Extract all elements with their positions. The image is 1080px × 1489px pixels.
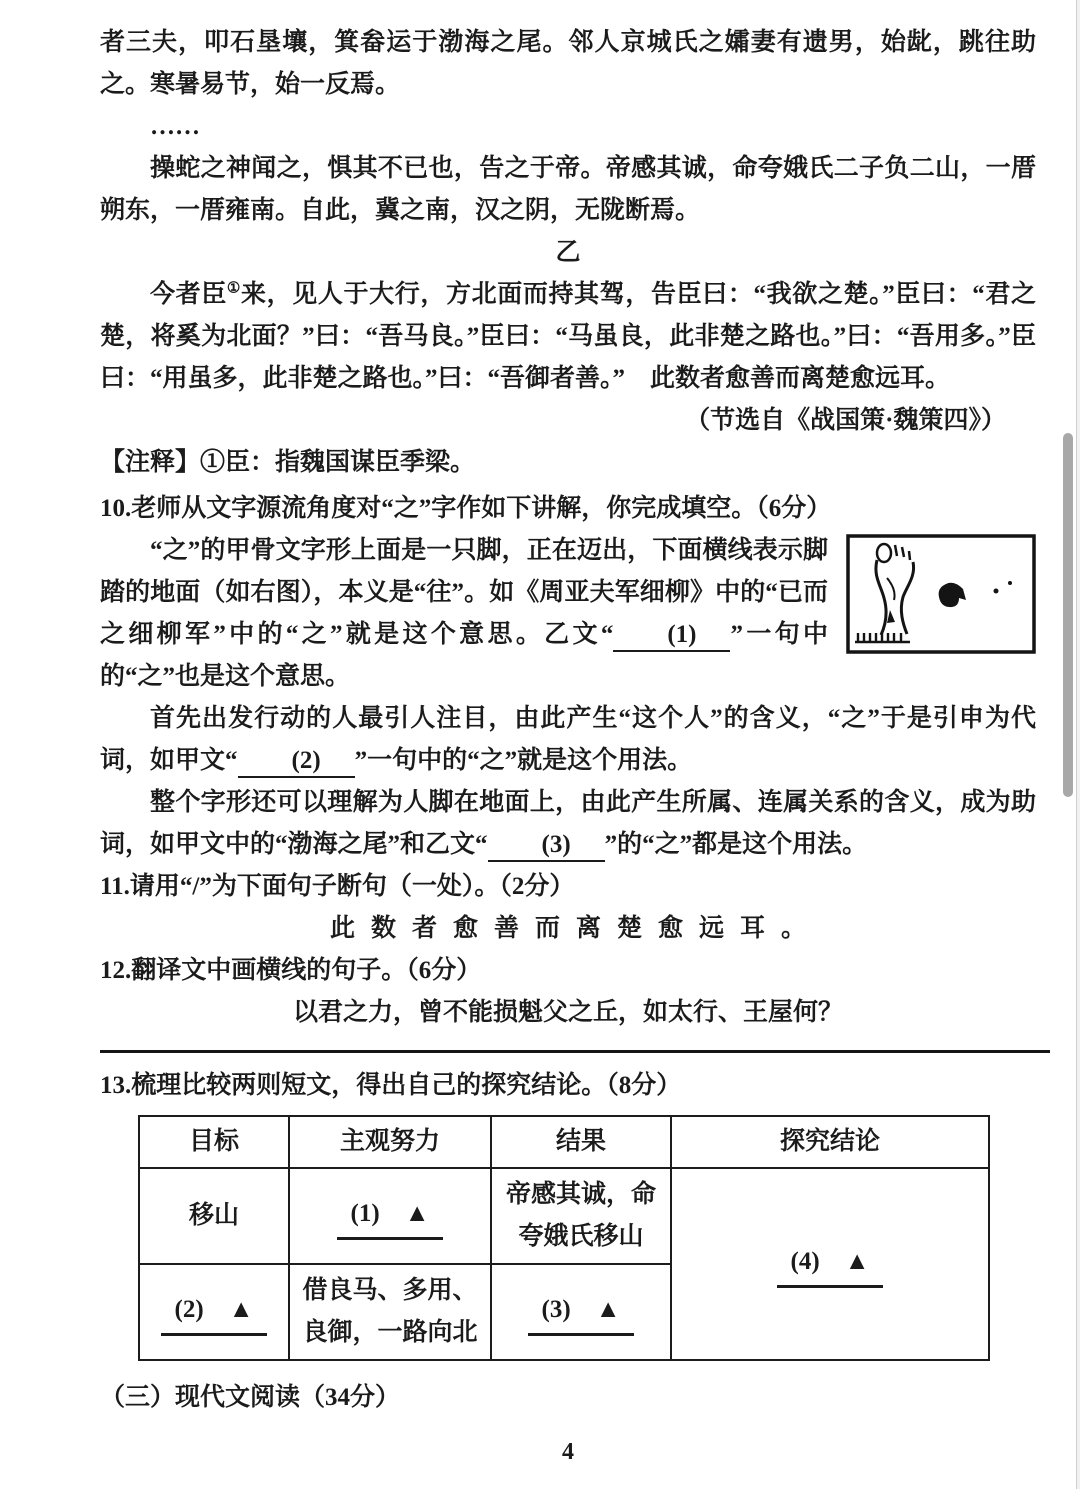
q10-blank-3: (3) [488,831,605,862]
question-10-body [100,530,1036,866]
cell-goal-blank [139,1264,289,1360]
ground-hatch [855,633,910,642]
scrollbar-thumb[interactable] [1063,433,1073,797]
passage-source: （节选自《战国策·魏策四》） [685,407,1006,434]
passage-annotation: 【注释】①臣：指魏国谋臣季梁。 [100,449,476,476]
section-divider [100,1050,1050,1053]
ink-dot-1 [994,589,999,594]
viewer-right-edge [1076,0,1080,1489]
q10-blank-1: (1) [613,621,730,652]
question-13-stem: 13.梳理比较两则短文，得出自己的探究结论。（8分） [100,1072,682,1099]
q10-p1-text-end: ”一句中的“之”也是这个意思。 [100,621,828,690]
table-row [139,1168,989,1264]
q10-p2-text: 首先出发行动的人最引人注目，由此产生“这个人”的含义，“之”于是引申为代词，如甲文“ [100,705,1036,774]
passage-yi-seg1: 今者臣 [150,281,227,308]
cell-conclusion-blank [671,1168,989,1360]
passage-ellipsis: …… [150,113,200,140]
ink-dot-2 [1008,581,1012,585]
question-10-stem: 10.老师从文字源流角度对“之”字作如下讲解，你完成填空。（6分） [100,495,832,522]
table-header-row [139,1116,989,1168]
page-number: 4 [562,1439,574,1465]
blank-2: (2) ▲ [161,1289,268,1336]
q13-table [138,1115,990,1361]
cell-result-1: 帝感其诚，命夸娥氏移山 [491,1168,671,1264]
passage-yi [100,274,1036,400]
blank-1: (1) ▲ [337,1193,444,1240]
question-11-stem: 11.请用“/”为下面句子断句（一处）。（2分） [100,873,575,900]
col-header-conclusion: 探究结论 [671,1116,989,1168]
cell-effort-2: 借良马、多用、良御，一路向北 [289,1264,491,1360]
cell-effort-blank [289,1168,491,1264]
section-3-heading: （三）现代文阅读（34分） [100,1384,401,1411]
q10-blank-2: (2) [238,747,355,778]
passage-jia-continuation: 者三夫，叩石垦壤，箕畚运于渤海之尾。邻人京城氏之孀妻有遗男，始龀，跳往助之。寒暑易节，始一反焉。 [100,29,1036,98]
q10-paragraph-3 [100,782,1036,866]
col-header-result: 结果 [491,1116,671,1168]
passage-yi-label: 乙 [555,239,581,266]
note-reference-1: ① [226,280,241,297]
q10-paragraph-2 [100,698,1036,782]
passage-yi-seg2: 来，见人于大行，方北面而持其驾，告臣曰：“我欲之楚。”臣曰：“君之楚，将奚为北面？”曰：“吾马良。”臣曰：“马虽良，此非楚之路也。”曰：“吾用多。”臣曰：“用虽多，此非楚之路也。”曰：“吾御者善。” 此数者愈善而离楚愈远耳。 [100,281,1036,392]
col-header-goal: 目标 [139,1116,289,1168]
cell-result-blank [491,1264,671,1360]
q11-sentence: 此数者愈善而离楚愈远耳。 [329,915,822,942]
q10-p2-text-end: ”一句中的“之”就是这个用法。 [354,747,693,774]
blank-3: (3) ▲ [528,1289,635,1336]
q12-sentence: 以君之力，曾不能损魁父之丘，如太行、王屋何？ [292,999,843,1026]
q10-p3-text-end: ”的“之”都是这个用法。 [604,831,868,858]
oracle-bone-foot-figure [846,534,1036,654]
question-12-stem: 12.翻译文中画横线的句子。（6分） [100,957,482,984]
q10-p1-text: “之”的甲骨文字形上面是一只脚，正在迈出，下面横线表示脚踏的地面（如右图），本义是“往”。如《周亚夫军细柳》中的“已而之细柳军”中的“之”就是这个意思。乙文“ [100,537,828,648]
col-header-effort: 主观努力 [289,1116,491,1168]
blank-4: (4) ▲ [777,1241,884,1288]
q10-p3-text: 整个字形还可以理解为人脚在地面上，由此产生所属、连属关系的含义，成为助词，如甲文中的“渤海之尾”和乙文“ [100,789,1036,858]
passage-jia-para2: 操蛇之神闻之，惧其不已也，告之于帝。帝感其诚，命夸娥氏二子负二山，一厝朔东，一厝雍南。自此，冀之南，汉之阴，无陇断焉。 [100,155,1036,224]
cell-goal-1: 移山 [139,1168,289,1264]
